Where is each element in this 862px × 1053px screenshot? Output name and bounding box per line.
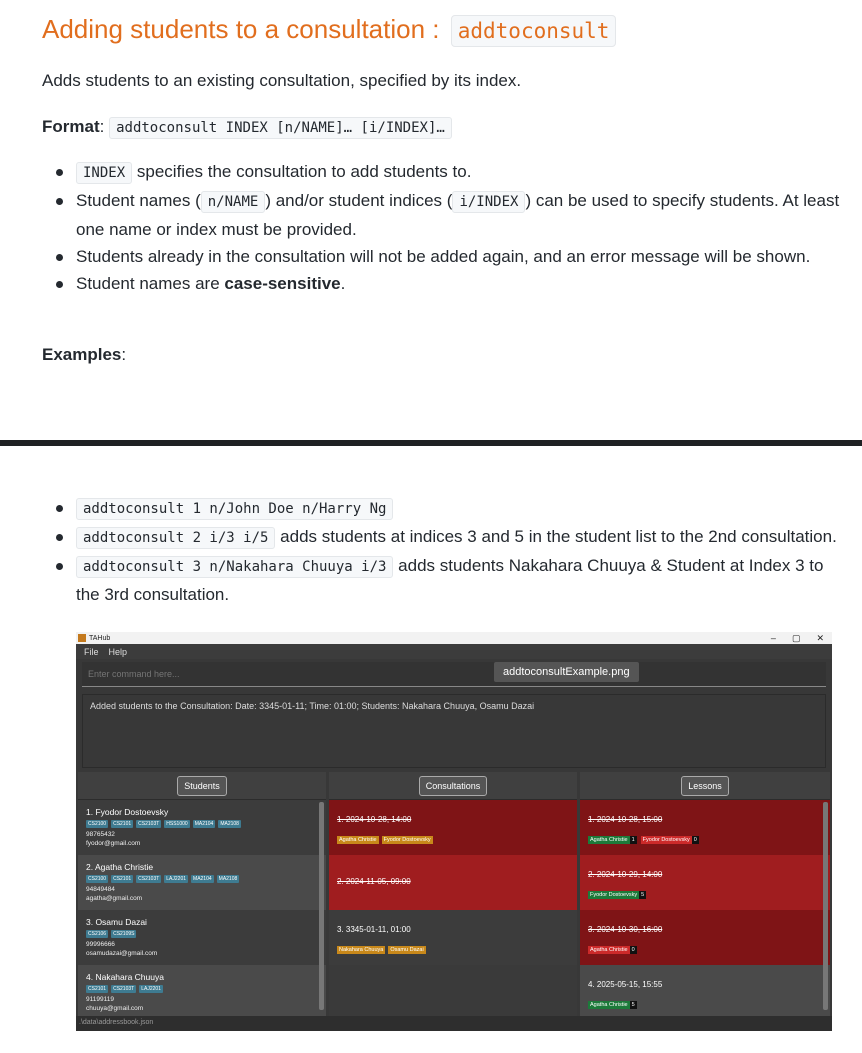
inline-code: n/NAME	[201, 191, 266, 213]
format-line	[42, 117, 452, 137]
close-button[interactable]: ✕	[816, 632, 824, 643]
consult-student-tag: Nakahara Chuuya	[339, 947, 384, 953]
module-tag: MA2108	[220, 821, 239, 827]
example-text: adds students at indices 3 and 5 in the student list to the 2nd consultation.	[275, 527, 837, 546]
participation-count: 5	[631, 1002, 635, 1008]
list-item	[42, 270, 842, 297]
format-code: addtoconsult INDEX [n/NAME]… [i/INDEX]…	[109, 117, 452, 139]
student-name: 1. Fyodor Dostoevsky	[86, 807, 169, 817]
heading-code: addtoconsult	[451, 15, 617, 47]
inline-code: i/INDEX	[452, 191, 525, 213]
note-text: Student names are	[76, 274, 225, 293]
empty-space	[329, 965, 577, 1016]
students-tab-button[interactable]: Students	[177, 776, 227, 796]
window-title: TAHub	[89, 634, 111, 642]
example-code: addtoconsult 3 n/Nakahara Chuuya i/3	[76, 556, 393, 578]
consultation-datetime: 1. 2024-10-28, 14:00	[337, 815, 412, 824]
example-code: addtoconsult 1 n/John Doe n/Harry Ng	[76, 498, 393, 520]
module-tag: CS2109S	[113, 931, 135, 937]
student-card[interactable]	[78, 800, 326, 855]
student-card[interactable]	[78, 910, 326, 965]
student-email: chuuya@gmail.com	[86, 1005, 144, 1012]
student-email: osamudazai@gmail.com	[86, 950, 158, 957]
notes-list	[42, 158, 842, 297]
maximize-button[interactable]: ▢	[791, 632, 801, 643]
app-logo-icon	[78, 634, 86, 642]
filename-tooltip: addtoconsultExample.png	[494, 662, 639, 682]
lessons-tab-button[interactable]: Lessons	[681, 776, 729, 796]
lesson-datetime: 3. 2024-10-30, 16:00	[588, 925, 663, 934]
consultation-datetime: 2. 2024-11-05, 09:00	[337, 877, 411, 886]
list-item	[42, 187, 842, 243]
format-label: Format	[42, 117, 100, 136]
module-tag: CS2103T	[138, 876, 160, 882]
student-card[interactable]	[78, 855, 326, 910]
students-scrollbar[interactable]	[319, 802, 324, 1010]
lessons-pane	[580, 772, 830, 1016]
participation-count: 0	[693, 837, 697, 843]
consultation-card[interactable]	[329, 910, 577, 965]
lesson-card[interactable]	[580, 855, 830, 910]
participation-count: 0	[631, 947, 635, 953]
student-email: agatha@gmail.com	[86, 895, 143, 902]
status-bar: .\data\addressbook.json	[76, 1016, 832, 1031]
lesson-datetime: 1. 2024-10-28, 15:00	[588, 815, 663, 824]
consultations-pane	[329, 772, 577, 1016]
note-text: .	[340, 274, 346, 293]
note-text: Student names (	[76, 191, 201, 210]
module-tag: CS2100	[88, 876, 107, 882]
student-card[interactable]	[78, 965, 326, 1016]
note-text: ) and/or student indices (	[265, 191, 453, 210]
module-tag: MA2104	[194, 821, 214, 827]
module-tag: CS2101	[113, 821, 132, 827]
lesson-card[interactable]	[580, 910, 830, 965]
consult-student-tag: Fyodor Dostoevsky	[383, 837, 431, 843]
student-phone: 91199119	[86, 996, 114, 1003]
consultation-card[interactable]	[329, 800, 577, 855]
module-tag: MA2108	[218, 876, 238, 882]
participation-count: 5	[641, 892, 645, 898]
title-bar	[76, 632, 832, 644]
note-text: ) can be used to specify students. At least one name or index must be provided.	[76, 191, 840, 239]
examples-label: Examples	[42, 345, 122, 364]
consultation-card[interactable]	[329, 855, 577, 910]
menu-help[interactable]: Help	[108, 647, 128, 657]
result-display: Added students to the Consultation: Date: 3345-01-11; Time: 01:00; Students: Nakahara Chuuya, Osamu Dazai	[82, 694, 826, 768]
consultations-tab-button[interactable]: Consultations	[419, 776, 488, 796]
menu-bar	[76, 644, 832, 659]
consult-student-tag: Agatha Christie	[339, 837, 377, 843]
module-tag: LAJ2201	[141, 986, 161, 992]
lesson-datetime: 2. 2024-10-29, 14:00	[588, 870, 663, 879]
student-phone: 94849484	[86, 886, 115, 893]
note-text: Students already in the consultation will not be added again, and an error message will be shown.	[76, 247, 811, 266]
lessons-scrollbar[interactable]	[823, 802, 828, 1010]
command-input[interactable]	[82, 662, 826, 686]
list-item	[42, 158, 842, 187]
list-item	[42, 523, 842, 552]
module-tag: CS2106	[88, 931, 107, 937]
list-item	[42, 243, 842, 270]
note-bold: case-sensitive	[224, 274, 341, 293]
lesson-student-tag: Fyodor Dostoevsky	[642, 837, 690, 843]
lesson-student-tag: Agatha Christie	[590, 1002, 628, 1008]
intro-text: Adds students to an existing consultation, specified by its index.	[42, 71, 522, 90]
lesson-card[interactable]	[580, 800, 830, 855]
student-name: 2. Agatha Christie	[86, 862, 154, 872]
module-tag: LAJ2201	[166, 876, 187, 882]
student-phone: 99996666	[86, 941, 115, 948]
divider	[0, 440, 862, 446]
module-tag: CS2101	[88, 986, 107, 992]
student-name: 3. Osamu Dazai	[86, 917, 147, 927]
note-text: specifies the consultation to add students to.	[132, 162, 472, 181]
module-tag: CS2103T	[138, 821, 160, 827]
minimize-button[interactable]: –	[770, 632, 776, 643]
participation-count: 1	[631, 837, 635, 843]
consultation-datetime: 3. 3345-01-11, 01:00	[337, 925, 411, 934]
students-pane	[78, 772, 326, 1016]
student-phone: 98765432	[86, 831, 115, 838]
heading-text: Adding students to a consultation :	[42, 14, 440, 44]
module-tag: MA2104	[193, 876, 212, 882]
module-tag: CS2101	[113, 876, 132, 882]
student-name: 4. Nakahara Chuuya	[86, 972, 164, 982]
module-tag: CS2100	[88, 821, 107, 827]
command-box	[82, 662, 826, 687]
examples-list	[42, 494, 842, 608]
lesson-student-tag: Agatha Christie	[590, 837, 628, 843]
format-colon: :	[99, 117, 105, 136]
module-tag: HSS1000	[166, 821, 188, 827]
lesson-student-tag: Agatha Christie	[590, 947, 628, 953]
examples-colon: :	[121, 345, 127, 364]
lesson-datetime: 4. 2025-05-15, 15:55	[588, 980, 663, 989]
examples-heading	[42, 345, 126, 365]
section-heading	[42, 14, 616, 45]
lesson-card[interactable]	[580, 965, 830, 1016]
example-text: adds students Nakahara Chuuya & Student at Index 3 to the 3rd consultation.	[76, 556, 824, 604]
list-item	[42, 494, 842, 523]
menu-file[interactable]: File	[84, 647, 99, 657]
student-email: fyodor@gmail.com	[86, 840, 141, 847]
app-screenshot	[76, 632, 832, 1031]
consult-student-tag: Osamu Dazai	[390, 947, 424, 953]
panes	[76, 772, 832, 1016]
module-tag: CS2103T	[113, 986, 135, 992]
inline-code: INDEX	[76, 162, 132, 184]
example-code: addtoconsult 2 i/3 i/5	[76, 527, 275, 549]
list-item	[42, 552, 842, 608]
lesson-student-tag: Fyodor Dostoevsky	[590, 892, 638, 898]
